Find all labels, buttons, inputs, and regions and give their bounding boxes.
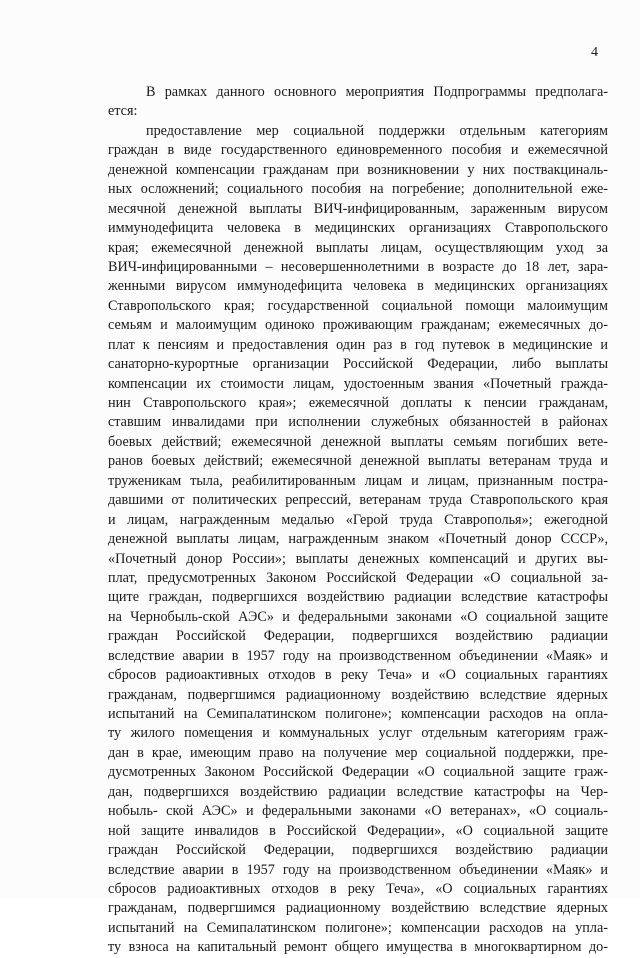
text-line: гражданам, подвергшимся радиационному воздействию вследствие ядерных	[108, 900, 608, 917]
text-line: вследствие аварии в 1957 году на производственном объединении «Маяк» и	[108, 647, 608, 664]
text-line: труженикам тыла, реабилитированным лицам и лицам, признанным постра-	[108, 472, 608, 489]
text-line: давшими от политических репрессий, ветеранам труда Ставропольского края	[108, 492, 608, 509]
text-line: ту взноса на капитальный ремонт общего имущества в многоквартирном до-	[108, 939, 608, 956]
text-line: женными вирусом иммунодефицита человека в медицинских организациях	[108, 278, 608, 295]
text-line: иммунодефицита человека в медицинских организациях Ставропольского	[108, 220, 608, 237]
text-line: боевых действий; ежемесячной денежной выплаты семьям погибших вете-	[108, 433, 608, 450]
text-line: и лицам, награжденным медалью «Герой труда Ставрополья»; ежегодной	[108, 511, 608, 528]
text-line: санаторно-курортные организации Российской Федерации, либо выплаты	[108, 356, 608, 373]
text-line: ных осложнений; социального пособия на погребение; дополнительной еже-	[108, 181, 608, 198]
text-line: денежной компенсации гражданам при возникновении у них поствакциналь-	[108, 161, 608, 178]
text-line: ной защите инвалидов в Российской Федерации», «О социальной защите	[108, 822, 608, 839]
text-line: дан, подвергшихся воздействию радиации вследствие катастрофы на Чер-	[108, 783, 608, 800]
text-line: ранов боевых действий; ежемесячной денежной выплаты ветеранам труда и	[108, 453, 608, 470]
text-line: на Чернобыль-ской АЭС» и федеральными законами «О социальной защите	[108, 608, 608, 625]
text-line: компенсации их стоимости лицам, удостоенным звания «Почетный гражда-	[108, 375, 608, 392]
text-line: семьям и малоимущим одиноко проживающим гражданам; ежемесячных до-	[108, 317, 608, 334]
text-line: «Почетный донор России»; выплаты денежных компенсаций и других вы-	[108, 550, 608, 567]
text-line: нобыль- ской АЭС» и федеральными законами «О ветеранах», «О социаль-	[108, 803, 608, 820]
text-line: предоставление мер социальной поддержки отдельным категориям	[146, 122, 608, 139]
text-line: ется:	[108, 103, 138, 120]
text-line: В рамках данного основного мероприятия Подпрограммы предполага-	[146, 84, 608, 100]
text-line: края; ежемесячной денежной выплаты лицам, осуществляющим уход за	[108, 239, 608, 256]
text-line: плат к пенсиям и предоставления один раз в год путевок в медицинские и	[108, 336, 608, 353]
text-line: ту жилого помещения и коммунальных услуг отдельным категориям граж-	[108, 725, 608, 742]
page-number: 4	[591, 45, 598, 60]
text-line: денежной выплаты лицам, награжденным знаком «Почетный донор СССР»,	[108, 531, 608, 548]
text-line: испытаний на Семипалатинском полигоне»; компенсации расходов на опла-	[108, 706, 608, 722]
text-line: сбросов радиоактивных отходов в реку Теча» и «О социальных гарантиях	[108, 667, 608, 684]
text-line: месячной денежной выплаты ВИЧ-инфицированным, зараженным вирусом	[108, 200, 608, 217]
text-line: граждан Российской Федерации, подвергшихся воздействию радиации	[108, 628, 608, 645]
text-line: граждан Российской Федерации, подвергшихся воздействию радиации	[108, 842, 608, 859]
text-line: гражданам, подвергшимся радиационному воздействию вследствие ядерных	[108, 686, 608, 703]
text-line: вследствие аварии в 1957 году на производственном объединении «Маяк» и	[108, 861, 608, 878]
text-line: нин Ставропольского края»; ежемесячной доплаты к пенсии гражданам,	[108, 395, 608, 411]
text-line: ставшим инвалидами при исполнении служебных обязанностей в районах	[108, 414, 608, 431]
text-line: дусмотренных Законом Российской Федерации «О социальной защите граж-	[108, 764, 608, 781]
text-line: дан в крае, имеющим право на получение мер социальной поддержки, пре-	[108, 744, 608, 761]
text-line: граждан в виде государственного единовременного пособия и ежемесячной	[108, 142, 608, 159]
text-line: Ставропольского края; государственной социальной помощи малоимущим	[108, 297, 608, 314]
document-body	[108, 83, 608, 958]
text-line: испытаний на Семипалатинском полигоне»; компенсации расходов на упла-	[108, 919, 608, 936]
text-line: ВИЧ-инфицированными – несовершеннолетними в возрасте до 18 лет, зара-	[108, 258, 608, 275]
text-line: плат, предусмотренных Законом Российской Федерации «О социальной за-	[108, 569, 608, 586]
text-line: щите граждан, подвергшихся воздействию радиации вследствие катастрофы	[108, 589, 608, 606]
text-line: сбросов радиоактивных отходов в реку Теча», «О социальных гарантиях	[108, 880, 608, 897]
